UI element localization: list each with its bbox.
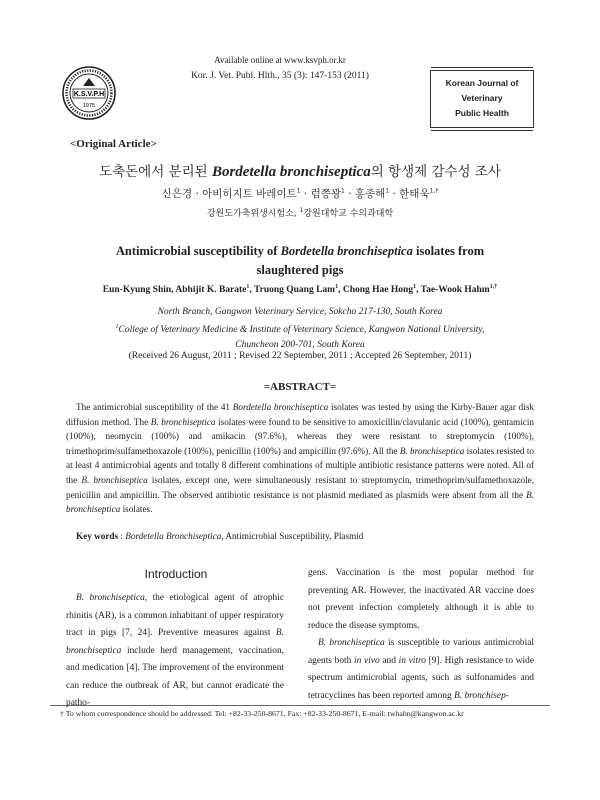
received-dates: (Received 26 August, 2011 ; Revised 22 September, 2011 ; Accepted 26 September, 2011) bbox=[128, 351, 472, 361]
abstract-heading: =ABSTRACT= bbox=[263, 381, 337, 393]
footnote-divider bbox=[50, 705, 550, 706]
english-authors: Eun-Kyung Shin, Abhijit K. Barate$^1$, Truong Quang Lam$^1$, Chong Hae Hong$^1$, Tae-Wook Hahm$^{1,\dagger}$ bbox=[102, 284, 498, 296]
english-title: Antimicrobial susceptibility of Bordetella bronchiseptica isolates from slaughtered pigs bbox=[115, 244, 485, 277]
citation-line: Kor. J. Vet. Publ. Hlth., 35 (3): 147-153 (2011) bbox=[191, 71, 369, 81]
seal-year: 1975 bbox=[82, 103, 96, 109]
availability-line: Available online at www.ksvph.or.kr bbox=[214, 55, 346, 65]
seal-text: K.S.V.P.H bbox=[73, 91, 105, 98]
abstract-body: The antimicrobial susceptibility of the 41 Bordetella bronchiseptica isolates was tested by using the Kirby-Bauer agar disk diffusion method. The B. bronchiseptica isolates were found to be sensitive to amoxicillin/clavulanic acid (100%), gentamicin (100%), neomycin (100%) and amikacin (97.6%), whereas they were resistant to streptomycin (100%), trimethoprim/sulfamethoxazole (100%), penicillin (100%) and ampicillin (97.6%). All the B. bronchiseptica isolates resisted to at least 4 antimicrobial agents and totally 8 different combinations of multiple antibiotic resistance patterns were noted. All of the B. bronchiseptica isolates, except one, were simultaneously resistant to streptomycin, trimethoprim/sulfamethoxazole, penicillin and ampicillin. The observed antibiotic resistance is not plasmid mediated as plasmids were absent from all the B. bronchiseptica isolates. bbox=[66, 402, 534, 515]
article-type: <Original Article> bbox=[70, 138, 157, 150]
korean-affiliation: 강원도가축위생시험소, $^1$강원대학교 수의과대학 bbox=[206, 207, 394, 219]
introduction-heading: Introduction bbox=[144, 567, 208, 581]
journal-name-box bbox=[430, 70, 534, 128]
keywords: Key words : Bordetella Bronchiseptica, Antimicrobial Susceptibility, Plasmid bbox=[76, 531, 364, 541]
english-affiliation: North Branch, Gangwon Veterinary Service, Sokcho 217-130, South Korea $^1$College of Veterinary Medicine & Institute of Veterinary Science, Kangwon National University, Chuncheon 200-701, South Korea bbox=[115, 307, 485, 351]
journal-line-2: Veterinary bbox=[461, 93, 503, 103]
intro-right-column: gens. Vaccination is the most popular method for preventing AR. However, the inactivated AR vaccine does not prevent infection completely although it is able to reduce the disease symptoms. B. bronchiseptica is susceptible to various antimicrobial agents both in vivo and in vitro [9]. High resistance to wide spectrum antimicrobial agents, such as sulfonamides and tetracyclines has been reported among B. bronchisep- bbox=[308, 568, 534, 701]
journal-seal-logo bbox=[62, 66, 116, 120]
intro-left-column: B. bronchiseptica, the etiological agent of atrophic rhinitis (AR), is a common inhabitant of upper respiratory tract in pigs [7, 24]. Preventive measures against B. bronchiseptica include herd management, vaccination, and medication [4]. The improvement of the environment can reduce the outbreak of AR, but cannot eradicate the patho- bbox=[66, 593, 284, 708]
korean-authors: 신은경 · 아비히지트 바레이트$^1$ · 럼쯩꽝$^1$ · 홍종해$^1$ · 한태욱$^{1,\dagger}$ bbox=[161, 187, 439, 200]
correspondence-footnote: † To whom correspondence should be addressed. Tel: +82-33-250-8671, Fax: +82-33-250-8671, E-mail: twhahn@kangwon.ac.kr bbox=[60, 709, 464, 718]
korean-title: 도축돈에서 분리된 Bordetella bronchiseptica의 항생제 감수성 조사 bbox=[99, 164, 501, 180]
journal-line-1: Korean Journal of bbox=[445, 78, 519, 88]
journal-line-3: Public Health bbox=[455, 108, 509, 118]
